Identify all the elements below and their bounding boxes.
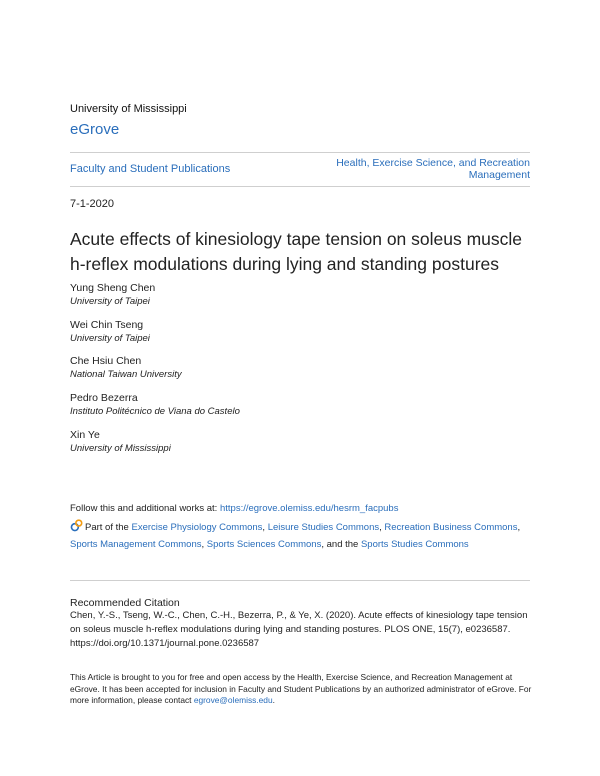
commons-link[interactable]: Leisure Studies Commons <box>267 522 380 533</box>
separator: , <box>262 522 268 533</box>
university-name: University of Mississippi <box>70 103 187 115</box>
author-name: Pedro Bezerra <box>70 392 138 404</box>
egrove-link[interactable]: eGrove <box>70 121 120 138</box>
author-affiliation: University of Mississippi <box>70 443 171 454</box>
commons-link[interactable]: Exercise Physiology Commons <box>131 522 263 533</box>
citation-text: Chen, Y.-S., Tseng, W.-C., Chen, C.-H., Bezerra, P., & Ye, X. (2020). Acute effects of kinesiology tape tension on soleus muscle h-reflex modulations during lying and standing postures. PLOS ONE, 15(7), e0236587. https://doi.org/10.1371/journal.pone.0236587 <box>70 610 528 649</box>
author-affiliation: University of Taipei <box>70 296 150 307</box>
article-title: Acute effects of kinesiology tape tension on soleus muscle h-reflex modulations during lying and standing postures <box>70 229 523 274</box>
department-link[interactable]: Health, Exercise Science, and Recreation Management <box>336 157 530 181</box>
separator: , <box>379 522 385 533</box>
commons-link[interactable]: Sports Management Commons <box>70 539 202 550</box>
open-access-icon <box>70 519 83 532</box>
follow-text: Follow this and additional works at: <box>70 503 220 514</box>
access-notice <box>70 672 535 707</box>
citation-heading: Recommended Citation <box>70 597 180 609</box>
author-name: Yung Sheng Chen <box>70 282 156 294</box>
notice-text: This Article is brought to you for free and open access by the Health, Exercise Science, and Recreation Management at eGrove. It has been accepted for inclusion in Faculty and Student Publications by an authorized administrator of eGrove. For more information, please contact <box>70 672 532 705</box>
author-affiliation: Instituto Politécnico de Viana do Castelo <box>70 406 240 417</box>
notice-end: . <box>272 695 275 705</box>
commons-link[interactable]: Sports Sciences Commons <box>206 539 322 550</box>
author-name: Xin Ye <box>70 429 100 441</box>
publication-date: 7-1-2020 <box>70 198 115 210</box>
collection-link[interactable]: Faculty and Student Publications <box>70 163 231 175</box>
divider <box>70 152 530 153</box>
follow-line <box>70 503 398 514</box>
commons-link[interactable]: Recreation Business Commons <box>384 522 518 533</box>
author-name: Che Hsiu Chen <box>70 355 142 367</box>
commons-link[interactable]: Sports Studies Commons <box>360 539 469 550</box>
author-name: Wei Chin Tseng <box>70 319 144 331</box>
divider <box>70 186 530 187</box>
part-of-commons <box>70 519 530 553</box>
author-affiliation: National Taiwan University <box>70 369 182 380</box>
part-of-prefix: Part of the <box>85 522 132 533</box>
collection-url-link[interactable]: https://egrove.olemiss.edu/hesrm_facpubs <box>219 503 399 514</box>
separator: , and the <box>321 539 361 550</box>
contact-email-link[interactable]: egrove@olemiss.edu <box>193 695 273 705</box>
author-affiliation: University of Taipei <box>70 333 150 344</box>
divider <box>70 580 530 581</box>
separator: , <box>517 522 521 533</box>
separator: , <box>201 539 207 550</box>
